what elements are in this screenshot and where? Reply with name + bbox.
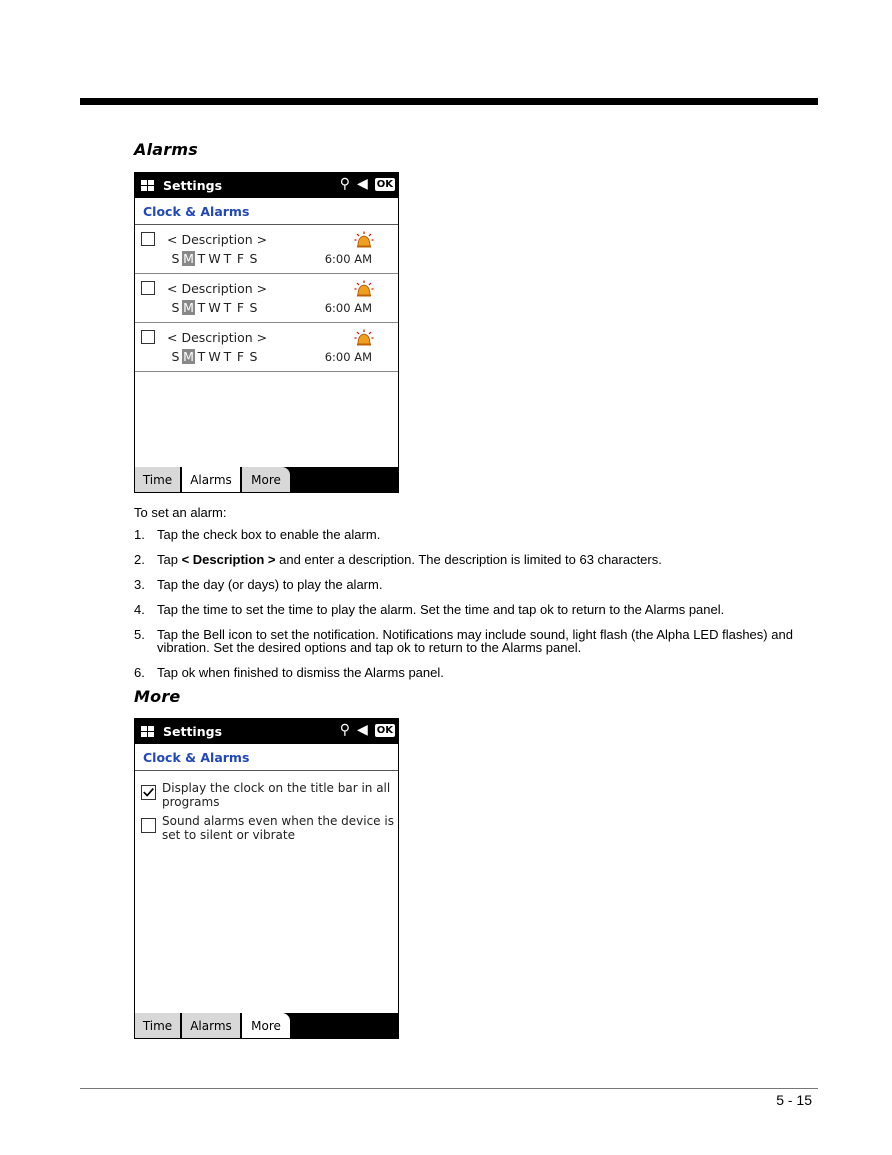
- step-text: Tap the time to set the time to play the alarm. Set the time and tap ok to return to the Alarms panel.: [157, 602, 725, 617]
- step-text: Tap the Bell icon to set the notification. Notifications may include sound, light flash (the Alpha LED flashes) and vibration. Set the desired options and tap ok to return to the Alarms panel.: [157, 627, 793, 655]
- step-number: 6.: [134, 665, 145, 680]
- day-toggle[interactable]: F: [236, 349, 245, 364]
- alarm-time[interactable]: 6:00 AM: [324, 252, 372, 266]
- checked-checkbox[interactable]: [141, 785, 156, 800]
- day-toggle[interactable]: W: [208, 251, 221, 266]
- tab-time[interactable]: Time: [135, 1013, 180, 1038]
- option-label: Sound alarms even when the device is set to silent or vibrate: [162, 814, 394, 842]
- alarm-bell-icon[interactable]: [354, 329, 374, 347]
- alarms-screen: [134, 172, 399, 493]
- day-toggle[interactable]: S: [249, 300, 258, 315]
- alarm-list: [135, 225, 398, 372]
- instruction-step: [134, 628, 814, 654]
- more-options-list: [135, 771, 398, 842]
- day-toggle[interactable]: S: [171, 251, 180, 266]
- instructions-intro: To set an alarm:: [134, 505, 227, 520]
- day-toggle[interactable]: T: [197, 349, 206, 364]
- more-screen: [134, 718, 399, 1039]
- alarm-days: [169, 349, 260, 364]
- checkmark-icon: [142, 786, 155, 799]
- windows-flag-icon[interactable]: [141, 180, 155, 192]
- step-number: 5.: [134, 627, 145, 642]
- alarm-row: [135, 225, 398, 274]
- titlebar: [135, 719, 398, 744]
- top-rule: [80, 98, 818, 105]
- alarm-enable-checkbox[interactable]: [141, 281, 155, 295]
- unchecked-checkbox[interactable]: [141, 818, 156, 833]
- subheader: Clock & Alarms: [135, 198, 398, 225]
- day-toggle[interactable]: S: [171, 300, 180, 315]
- step-number: 1.: [134, 527, 145, 542]
- instruction-step: [134, 578, 814, 591]
- ok-button[interactable]: OK: [376, 178, 393, 190]
- alarm-description[interactable]: < Description >: [167, 232, 268, 247]
- bottom-rule: [80, 1088, 818, 1089]
- titlebar: [135, 173, 398, 198]
- step-number: 2.: [134, 552, 145, 567]
- step-number: 3.: [134, 577, 145, 592]
- speaker-muted-icon[interactable]: ◀: [356, 722, 368, 738]
- step-number: 4.: [134, 602, 145, 617]
- instruction-step: [134, 528, 814, 541]
- step-text: Tap the check box to enable the alarm.: [157, 527, 381, 542]
- day-toggle[interactable]: M: [183, 300, 194, 315]
- day-toggle[interactable]: T: [223, 300, 232, 315]
- instruction-step: [134, 553, 814, 566]
- alarm-row: [135, 323, 398, 372]
- alarm-description[interactable]: < Description >: [167, 330, 268, 345]
- day-toggle[interactable]: M: [183, 349, 194, 364]
- alarm-days: [169, 251, 260, 266]
- connectivity-icon[interactable]: ⚲: [339, 722, 350, 738]
- tab-bar: [135, 1013, 398, 1038]
- alarm-description[interactable]: < Description >: [167, 281, 268, 296]
- alarm-time[interactable]: 6:00 AM: [324, 350, 372, 364]
- more-heading: More: [134, 687, 181, 706]
- alarm-enable-checkbox[interactable]: [141, 330, 155, 344]
- alarm-row: [135, 274, 398, 323]
- step-text: Tap ok when finished to dismiss the Alarms panel.: [157, 665, 444, 680]
- speaker-muted-icon[interactable]: ◀: [356, 176, 368, 192]
- tab-time[interactable]: Time: [135, 467, 180, 492]
- alarm-days: [169, 300, 260, 315]
- day-toggle[interactable]: S: [249, 349, 258, 364]
- day-toggle[interactable]: T: [223, 251, 232, 266]
- alarm-bell-icon[interactable]: [354, 280, 374, 298]
- step-text-post: and enter a description. The description is limited to 63 characters.: [275, 552, 662, 567]
- windows-flag-icon[interactable]: [141, 726, 155, 738]
- option-item: [135, 781, 398, 809]
- instructions-steps: [134, 528, 814, 691]
- tab-more[interactable]: More: [242, 467, 290, 492]
- ok-button[interactable]: OK: [376, 724, 393, 736]
- alarm-bell-icon[interactable]: [354, 231, 374, 249]
- day-toggle[interactable]: T: [223, 349, 232, 364]
- titlebar-title: Settings: [163, 724, 223, 739]
- day-toggle[interactable]: T: [197, 251, 206, 266]
- tab-more[interactable]: More: [242, 1013, 290, 1038]
- tab-bar: [135, 467, 398, 492]
- connectivity-icon[interactable]: ⚲: [339, 176, 350, 192]
- day-toggle[interactable]: W: [208, 349, 221, 364]
- page-number: 5 - 15: [776, 1092, 812, 1108]
- step-text-pre: Tap: [157, 552, 182, 567]
- subheader: Clock & Alarms: [135, 744, 398, 771]
- tab-alarms[interactable]: Alarms: [182, 467, 240, 492]
- instruction-step: [134, 666, 814, 679]
- day-toggle[interactable]: F: [236, 300, 245, 315]
- day-toggle[interactable]: M: [183, 251, 194, 266]
- step-text: Tap the day (or days) to play the alarm.: [157, 577, 383, 592]
- alarm-enable-checkbox[interactable]: [141, 232, 155, 246]
- alarm-time[interactable]: 6:00 AM: [324, 301, 372, 315]
- day-toggle[interactable]: S: [171, 349, 180, 364]
- step-text-bold: < Description >: [181, 552, 276, 567]
- alarms-heading: Alarms: [134, 140, 198, 159]
- option-item: [135, 814, 398, 842]
- day-toggle[interactable]: W: [208, 300, 221, 315]
- day-toggle[interactable]: T: [197, 300, 206, 315]
- instruction-step: [134, 603, 814, 616]
- day-toggle[interactable]: S: [249, 251, 258, 266]
- tab-alarms[interactable]: Alarms: [182, 1013, 240, 1038]
- option-label: Display the clock on the title bar in all programs: [162, 781, 391, 809]
- day-toggle[interactable]: F: [236, 251, 245, 266]
- titlebar-title: Settings: [163, 178, 223, 193]
